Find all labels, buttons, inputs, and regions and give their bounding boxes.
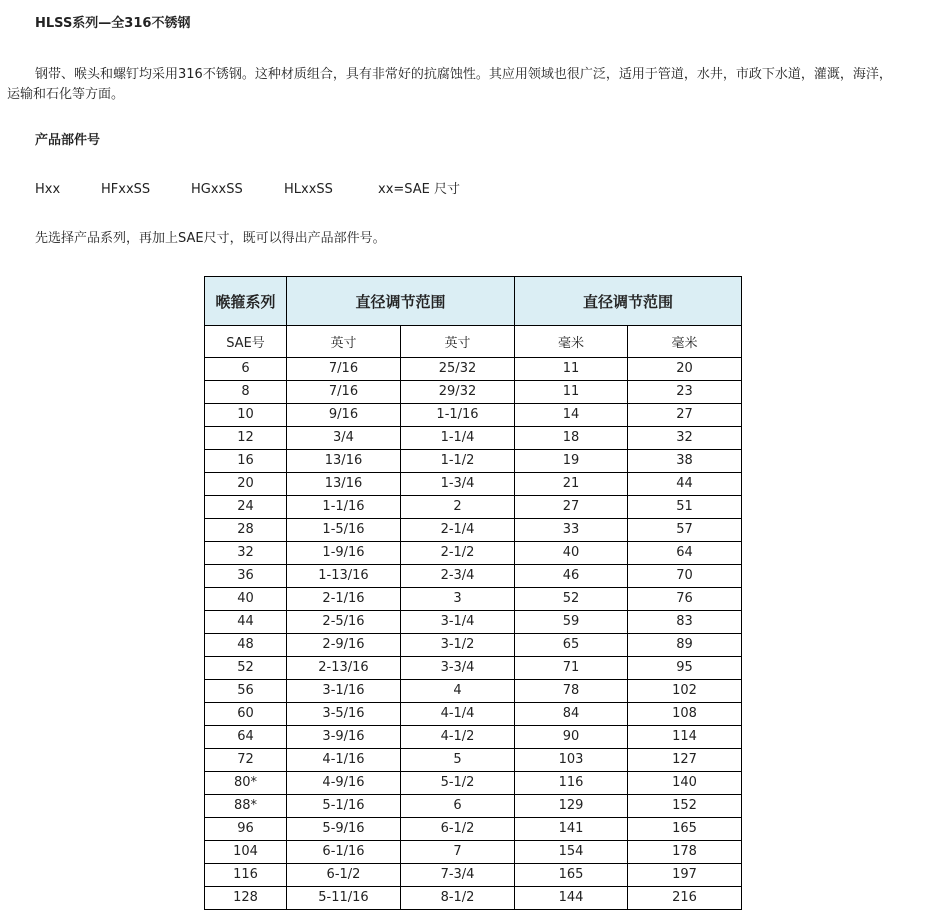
instruction-text: 先选择产品系列，再加上SAE尺寸，既可以得出产品部件号。: [35, 231, 386, 246]
table-row: [205, 634, 742, 657]
table-cell: 71: [515, 657, 628, 680]
table-cell: 2-13/16: [287, 657, 401, 680]
table-cell: 7/16: [287, 381, 401, 404]
table-row: [205, 887, 742, 910]
table-cell: 165: [628, 818, 742, 841]
table-cell: 33: [515, 519, 628, 542]
table-cell: 64: [628, 542, 742, 565]
page-title: HLSS系列—全316不锈钢: [35, 16, 191, 31]
table-cell: 5-11/16: [287, 887, 401, 910]
table-cell: 44: [205, 611, 287, 634]
table-cell: 18: [515, 427, 628, 450]
sae-size-table: [204, 276, 742, 910]
table-cell: 2-9/16: [287, 634, 401, 657]
subheader-inch-max: 英寸: [401, 326, 515, 358]
part-code-hgxxss: HGxxSS: [191, 182, 243, 197]
table-cell: 7/16: [287, 358, 401, 381]
subheader-mm-min: 毫米: [515, 326, 628, 358]
table-cell: 13/16: [287, 473, 401, 496]
table-cell: 1-1/16: [287, 496, 401, 519]
header-diameter-range-mm: 直径调节范围: [515, 277, 742, 326]
table-cell: 216: [628, 887, 742, 910]
table-cell: 8-1/2: [401, 887, 515, 910]
table-cell: 116: [205, 864, 287, 887]
table-row: [205, 473, 742, 496]
table-cell: 32: [628, 427, 742, 450]
table-cell: 4-1/16: [287, 749, 401, 772]
subheader-mm-max: 毫米: [628, 326, 742, 358]
table-cell: 154: [515, 841, 628, 864]
table-cell: 9/16: [287, 404, 401, 427]
table-cell: 52: [515, 588, 628, 611]
table-cell: 3-1/16: [287, 680, 401, 703]
table-row: [205, 680, 742, 703]
table-row: [205, 726, 742, 749]
part-code-legend: xx=SAE 尺寸: [378, 182, 461, 197]
table-row: [205, 450, 742, 473]
table-cell: 3-9/16: [287, 726, 401, 749]
table-cell: 60: [205, 703, 287, 726]
table-row: [205, 542, 742, 565]
table-cell: 6-1/2: [287, 864, 401, 887]
table-cell: 51: [628, 496, 742, 519]
table-cell: 2-1/4: [401, 519, 515, 542]
table-cell: 23: [628, 381, 742, 404]
table-cell: 32: [205, 542, 287, 565]
table-cell: 57: [628, 519, 742, 542]
table-cell: 6-1/16: [287, 841, 401, 864]
part-number-heading: 产品部件号: [35, 133, 101, 148]
table-body: [205, 358, 742, 910]
table-cell: 8: [205, 381, 287, 404]
table-cell: 144: [515, 887, 628, 910]
table-row: [205, 496, 742, 519]
table-cell: 3-1/4: [401, 611, 515, 634]
table-cell: 5-1/2: [401, 772, 515, 795]
table-cell: 10: [205, 404, 287, 427]
table-cell: 16: [205, 450, 287, 473]
table-cell: 2-1/16: [287, 588, 401, 611]
table-cell: 3-5/16: [287, 703, 401, 726]
table-cell: 178: [628, 841, 742, 864]
table-cell: 152: [628, 795, 742, 818]
table-cell: 127: [628, 749, 742, 772]
table-cell: 56: [205, 680, 287, 703]
table-cell: 20: [628, 358, 742, 381]
table-cell: 40: [205, 588, 287, 611]
table-row: [205, 795, 742, 818]
table-row: [205, 841, 742, 864]
table-cell: 13/16: [287, 450, 401, 473]
table-cell: 1-1/16: [401, 404, 515, 427]
table-cell: 102: [628, 680, 742, 703]
table-cell: 70: [628, 565, 742, 588]
table-cell: 1-5/16: [287, 519, 401, 542]
table-cell: 5-9/16: [287, 818, 401, 841]
table-cell: 65: [515, 634, 628, 657]
table-cell: 2-1/2: [401, 542, 515, 565]
table-cell: 25/32: [401, 358, 515, 381]
table-cell: 59: [515, 611, 628, 634]
table-cell: 11: [515, 381, 628, 404]
table-cell: 88*: [205, 795, 287, 818]
table-cell: 128: [205, 887, 287, 910]
table-row: [205, 404, 742, 427]
table-cell: 116: [515, 772, 628, 795]
table-cell: 3-3/4: [401, 657, 515, 680]
table-cell: 103: [515, 749, 628, 772]
table-row: [205, 519, 742, 542]
table-cell: 38: [628, 450, 742, 473]
table-cell: 90: [515, 726, 628, 749]
table-cell: 5-1/16: [287, 795, 401, 818]
table-cell: 1-9/16: [287, 542, 401, 565]
table-cell: 1-3/4: [401, 473, 515, 496]
table-row: [205, 749, 742, 772]
table-cell: 80*: [205, 772, 287, 795]
table-cell: 2: [401, 496, 515, 519]
table-cell: 4-9/16: [287, 772, 401, 795]
table-row: [205, 864, 742, 887]
table-cell: 6: [401, 795, 515, 818]
part-code-hfxxss: HFxxSS: [101, 182, 151, 197]
table-cell: 83: [628, 611, 742, 634]
table-cell: 1-13/16: [287, 565, 401, 588]
table-cell: 46: [515, 565, 628, 588]
table-row: [205, 818, 742, 841]
table-row: [205, 588, 742, 611]
table-cell: 7-3/4: [401, 864, 515, 887]
table-cell: 12: [205, 427, 287, 450]
table-cell: 19: [515, 450, 628, 473]
table-row: [205, 381, 742, 404]
table-cell: 114: [628, 726, 742, 749]
table-cell: 1-1/2: [401, 450, 515, 473]
table-cell: 27: [515, 496, 628, 519]
table-row: [205, 611, 742, 634]
table-cell: 28: [205, 519, 287, 542]
table-cell: 96: [205, 818, 287, 841]
table-cell: 21: [515, 473, 628, 496]
part-code-hlxxss: HLxxSS: [284, 182, 333, 197]
table-cell: 11: [515, 358, 628, 381]
table-cell: 141: [515, 818, 628, 841]
table-row: [205, 703, 742, 726]
table-cell: 4-1/4: [401, 703, 515, 726]
table-cell: 140: [628, 772, 742, 795]
table-cell: 89: [628, 634, 742, 657]
table-cell: 2-5/16: [287, 611, 401, 634]
table-cell: 29/32: [401, 381, 515, 404]
table-row: [205, 657, 742, 680]
table-cell: 24: [205, 496, 287, 519]
table-cell: 6-1/2: [401, 818, 515, 841]
table-cell: 4-1/2: [401, 726, 515, 749]
table-cell: 7: [401, 841, 515, 864]
table-cell: 76: [628, 588, 742, 611]
table-row: [205, 565, 742, 588]
table-cell: 95: [628, 657, 742, 680]
table-row: [205, 358, 742, 381]
table-cell: 6: [205, 358, 287, 381]
table-header-row: [205, 277, 742, 326]
description-paragraph: 钢带、喉头和螺钉均采用316不锈钢。这种材质组合，具有非常好的抗腐蚀性。其应用领域也很广泛，适用于管道，水井，市政下水道，灌溉，海洋，运输和石化等方面。: [7, 67, 892, 102]
table-cell: 52: [205, 657, 287, 680]
table-subheader-row: [205, 326, 742, 358]
table-cell: 72: [205, 749, 287, 772]
header-clamp-series: 喉箍系列: [205, 277, 287, 326]
table-cell: 64: [205, 726, 287, 749]
table-cell: 1-1/4: [401, 427, 515, 450]
table-cell: 3-1/2: [401, 634, 515, 657]
header-diameter-range-inch: 直径调节范围: [287, 277, 515, 326]
table-cell: 108: [628, 703, 742, 726]
table-cell: 165: [515, 864, 628, 887]
table-cell: 104: [205, 841, 287, 864]
part-code-hxx: Hxx: [35, 182, 61, 197]
table-row: [205, 427, 742, 450]
table-cell: 3: [401, 588, 515, 611]
table-cell: 3/4: [287, 427, 401, 450]
table-cell: 84: [515, 703, 628, 726]
table-cell: 27: [628, 404, 742, 427]
table-cell: 14: [515, 404, 628, 427]
table-cell: 48: [205, 634, 287, 657]
table-cell: 129: [515, 795, 628, 818]
table-cell: 5: [401, 749, 515, 772]
table-cell: 20: [205, 473, 287, 496]
table-cell: 36: [205, 565, 287, 588]
subheader-sae: SAE号: [205, 326, 287, 358]
table-cell: 78: [515, 680, 628, 703]
table-cell: 4: [401, 680, 515, 703]
subheader-inch-min: 英寸: [287, 326, 401, 358]
table-cell: 44: [628, 473, 742, 496]
table-row: [205, 772, 742, 795]
table-cell: 2-3/4: [401, 565, 515, 588]
table-cell: 40: [515, 542, 628, 565]
table-cell: 197: [628, 864, 742, 887]
